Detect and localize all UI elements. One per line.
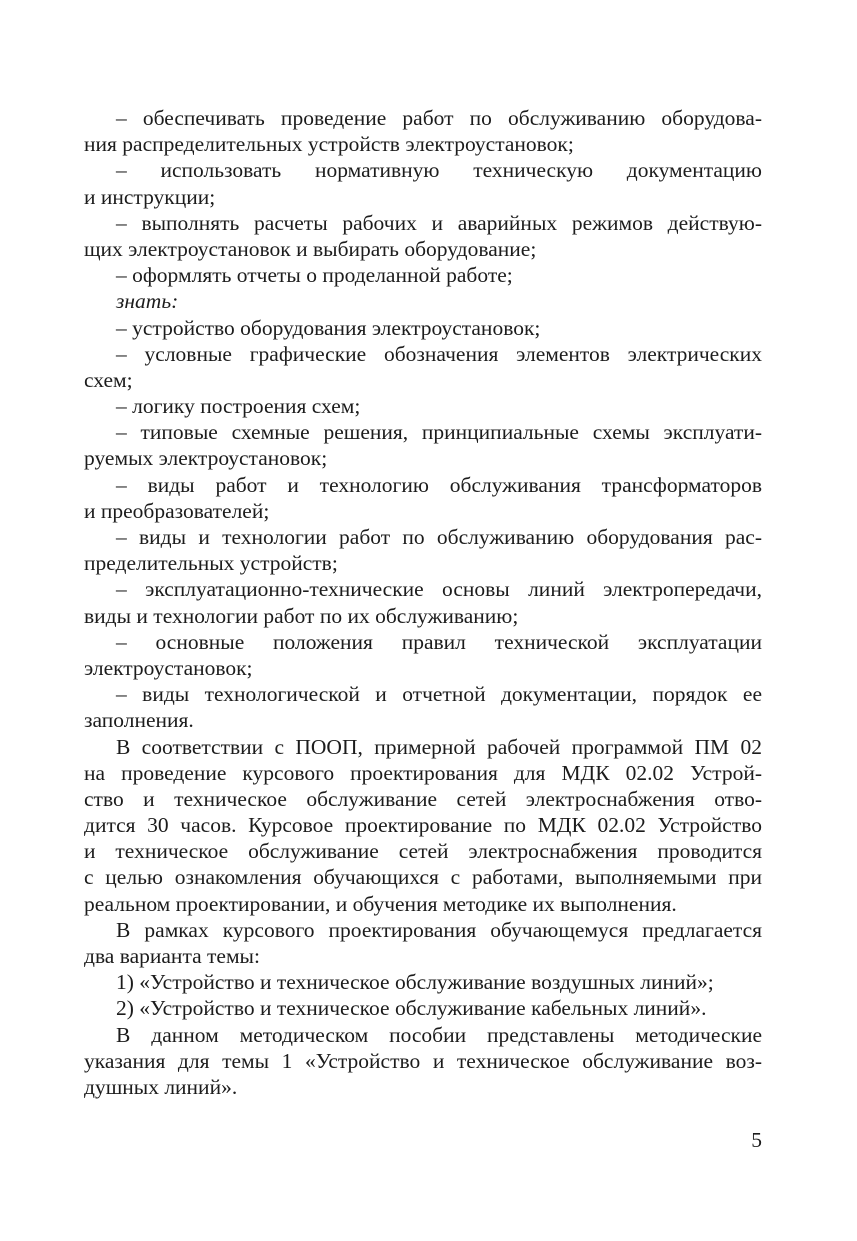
requirement-item	[84, 210, 762, 262]
requirement-item	[84, 105, 762, 157]
paragraph-line: реальном проектировании, и обучения методике их выполнения.	[84, 891, 677, 916]
paragraph-line: щих электроустановок и выбирать оборудование;	[84, 236, 537, 261]
paragraph-line: пределительных устройств;	[84, 551, 338, 576]
body-paragraph	[84, 917, 762, 969]
paragraph-line: указания для темы 1 «Устройство и техническое обслуживание воз-	[84, 1048, 762, 1073]
paragraph-line: – виды и технологии работ по обслуживанию оборудования рас-	[116, 525, 762, 549]
paragraph-line: – эксплуатационно-технические основы линий электропередачи,	[116, 577, 762, 602]
requirement-item	[84, 262, 762, 288]
knowledge-item	[84, 419, 762, 471]
paragraph-line: В рамках курсового проектирования обучающемуся предлагается	[116, 917, 762, 942]
page-number: 5	[751, 1128, 762, 1152]
paragraph-line: ство и техническое обслуживание сетей электроснабжения отво-	[84, 786, 762, 811]
paragraph-line: – выполнять расчеты рабочих и аварийных режимов действую-	[116, 210, 762, 235]
paragraph-line: руемых электроустановок;	[84, 446, 328, 471]
paragraph-line: и техническое обслуживание сетей электроснабжения проводится	[84, 839, 762, 864]
paragraph-line: два варианта темы:	[84, 944, 260, 968]
requirement-item	[84, 157, 762, 209]
paragraph-line: В данном методическом пособии представлены методические	[116, 1022, 762, 1047]
paragraph-line: дится 30 часов. Курсовое проектирование по МДК 02.02 Устройство	[84, 813, 762, 838]
paragraph-line: заполнения.	[84, 708, 194, 733]
italic-label: знать:	[116, 289, 179, 314]
paragraph-line: электроустановок;	[84, 655, 253, 680]
knowledge-item	[84, 629, 762, 681]
paragraph-line: ния распределительных устройств электроустановок;	[84, 132, 574, 157]
body-paragraph	[84, 1022, 762, 1101]
paragraph-line: – использовать нормативную техническую документацию	[116, 158, 762, 183]
paragraph-line: и инструкции;	[84, 184, 216, 209]
paragraph-line: – условные графические обозначения элементов электрических	[116, 341, 762, 366]
knowledge-item	[84, 341, 762, 393]
knowledge-item	[84, 576, 762, 628]
knowledge-item	[84, 524, 762, 576]
paragraph-line: душных линий».	[84, 1074, 238, 1099]
paragraph-line: схем;	[84, 367, 133, 392]
paragraph-line: – виды работ и технологию обслуживания трансформаторов	[116, 472, 762, 497]
page-body-text	[84, 105, 762, 1100]
paragraph-line: с целью ознакомления обучающихся с работами, выполняемыми при	[84, 865, 762, 890]
topic-option	[84, 969, 762, 995]
paragraph-line: – обеспечивать проведение работ по обслуживанию оборудова-	[116, 106, 762, 130]
paragraph-line: – основные положения правил технической эксплуатации	[116, 629, 762, 654]
body-paragraph	[84, 734, 762, 917]
paragraph-line: 2) «Устройство и техническое обслуживание кабельных линий».	[116, 996, 707, 1021]
section-label-know	[84, 288, 762, 314]
paragraph-line: 1) «Устройство и техническое обслуживание воздушных линий»;	[116, 970, 714, 995]
paragraph-line: В соответствии с ПООП, примерной рабочей программой ПМ 02	[116, 734, 762, 759]
paragraph-line: на проведение курсового проектирования для МДК 02.02 Устрой-	[84, 760, 762, 785]
paragraph-line: – логику построения схем;	[116, 394, 361, 419]
paragraph-line: – оформлять отчеты о проделанной работе;	[116, 263, 513, 288]
knowledge-item	[84, 315, 762, 341]
paragraph-line: – устройство оборудования электроустановок;	[116, 315, 541, 340]
knowledge-item	[84, 472, 762, 524]
paragraph-line: виды и технологии работ по их обслуживанию;	[84, 603, 519, 628]
paragraph-line: – типовые схемные решения, принципиальные схемы эксплуати-	[116, 420, 762, 445]
topic-option	[84, 995, 762, 1021]
paragraph-line: – виды технологической и отчетной документации, порядок ее	[116, 682, 762, 707]
knowledge-item	[84, 681, 762, 733]
paragraph-line: и преобразователей;	[84, 498, 270, 523]
knowledge-item	[84, 393, 762, 419]
